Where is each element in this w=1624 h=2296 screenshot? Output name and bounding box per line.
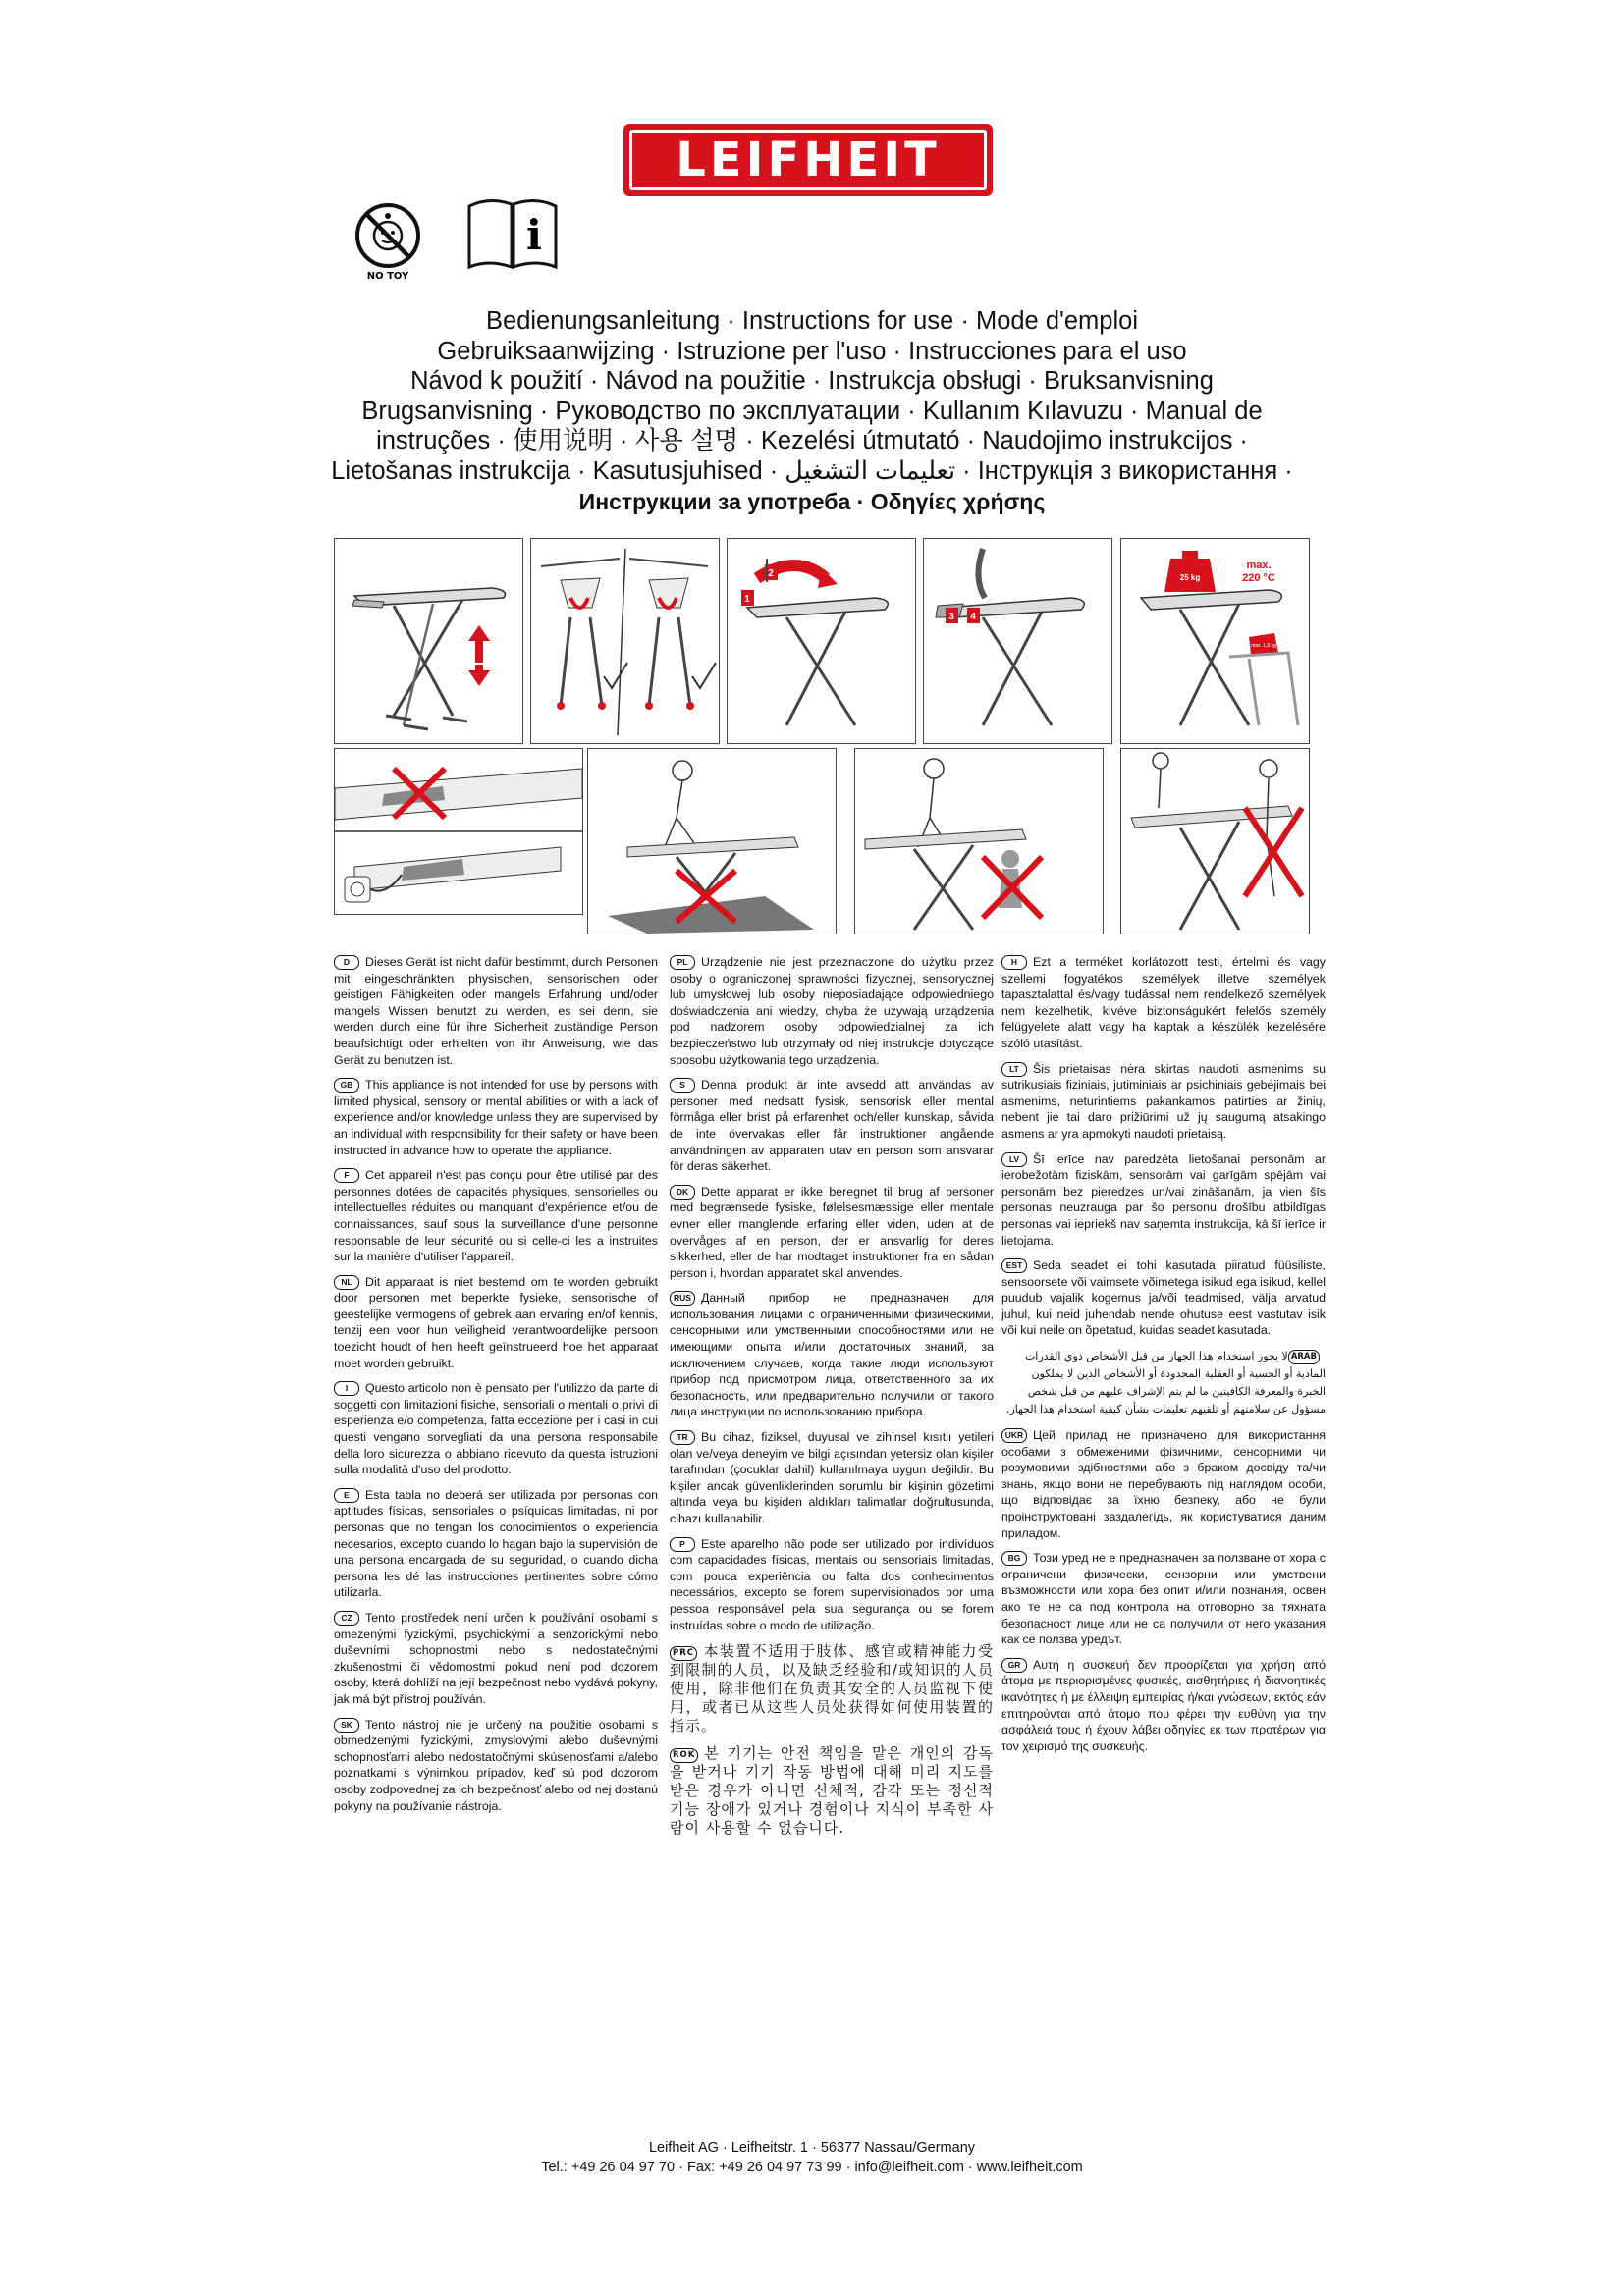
title-line: instruções · 使用说明 · 사용 설명 · Kezelési útmutató · Naudojimo instrukcijos · [376, 427, 1248, 455]
stand-max: max. 1,8 kg [1251, 643, 1276, 649]
warning-section-sk [334, 1717, 658, 1815]
language-badge: PL [670, 955, 695, 970]
step-label: 3 [948, 612, 954, 622]
warning-section-arab [1001, 1348, 1326, 1418]
warning-text: Seda seadet ei tohi kasutada piiratud füüsiliste, sensoorsete või vaimsete võimetega isikud ega isikud, kellel puudub vajalik kogemus ja/või teadmised, välja arvatud juhul, kui neid juhendab nende ohutuse eest vastutav isik või kui neile on õpetatud, kuidas seadet kasutada. [1001, 1258, 1326, 1338]
warning-text: Αυτή η συσκευή δεν προορίζεται για χρήση από άτομα με περιορισμένες φυσικές, αισθητήριες ή διανοητικές ικανότητες ή με έλλειψη εμπειρίας ή/και γνώσεων, εκτός εάν επιτηρούνται από άτομο που φέρει την ευθύνη για την ασφάλειά τους ή έχουν λάβει οδηγίες εκ των προτέρων για τον χειρισμό της συσκευής. [1001, 1657, 1326, 1753]
warning-text: Tento prostředek není určen k používání osobami s omezenými fyzickými, psychickými a senzorickými nebo duševními schopnostmi nebo s nedostatečnými zkušenostmi či vědomostmi pokud není pod dozorem osoby, která dohlíží na její bezpečnost nebo vydává pokyny, jak má být přístroj používán. [334, 1610, 658, 1706]
warning-section-lv [1001, 1151, 1326, 1250]
warning-text: Dette apparat er ikke beregnet til brug af personer med begrænsede fysiske, følelsesmæssige eller mentale evner eller manglende erfaring eller viden, uden at de overvåges af en person, der er ansvarlig for deres sikkerhed, eller de har modtaget instruktioner fra en sådan person i, hvordan apparatet skal anvendes. [670, 1184, 994, 1280]
no-toy-icon [352, 202, 424, 281]
warning-section-tr [670, 1429, 994, 1527]
language-badge: PRC [670, 1646, 697, 1661]
warning-text: Este aparelho não pode ser utilizado por indivíduos com capacidades físicas, mentais ou sensoriais limitadas, com pouca experiência ou falta dos conhecimentos necessários, excepto se forem supervisionados por uma pessoa responsável pela sua segurança ou se forem instruídas sobre o modo de utilização. [670, 1536, 994, 1632]
step-label: 2 [768, 568, 774, 579]
language-badge: RUS [670, 1291, 695, 1306]
warning-section-p [670, 1536, 994, 1634]
read-manual-icon [465, 194, 560, 271]
language-badge: S [670, 1078, 695, 1093]
warning-text: Šī ierīce nav paredzēta lietošanai personām ar ierobežotām fiziskām, sensorām vai garīgām spējām vai personām bez pieredzes un/vai zināšanām, ja vien šīs personas neuzrauga par šo personu drošību atbildīgas personas vai iepriekš nav saņemta instrukcija, kā šī ierīce ir lietojama. [1001, 1151, 1326, 1248]
warning-section-e [334, 1487, 658, 1601]
warning-section-cz [334, 1610, 658, 1708]
language-badge: ARAB [1288, 1350, 1320, 1364]
language-badge: EST [1001, 1258, 1027, 1273]
warning-text: Dieses Gerät ist nicht dafür bestimmt, durch Personen mit eingeschränkten physischen, sensorischen oder geistigen Fähigkeiten oder mangels Erfahrung und/oder mangels Wissen benutzt zu werden, es sei denn, sie werden durch eine für ihre Sicherheit zuständige Person beaufsichtigt oder erhielten von ihr Anweisung, wie das Gerät zu benutzen ist. [334, 955, 658, 1067]
warning-text: Bu cihaz, fiziksel, duyusal ve zihinsel kısıtlı yetileri olan ve/veya deneyim ve bilgi açısından yetersiz olan kişiler tarafından (çocuklar dahil) kullanılmaya uygun değildir. Bu kişiler ancak güvenliklerinden sorumlu bir kişinin gözetimi altında veya bu kişiden aldıkları talimatlar doğrultusunda, cihazı kullanabilir. [670, 1430, 994, 1525]
warning-section-pl [670, 954, 994, 1068]
language-badge: LT [1001, 1062, 1027, 1077]
warning-text: 본 기기는 안전 책임을 맡은 개인의 감독을 받거나 기기 작동 방법에 대해 미리 지도를 받은 경우가 아니면 신체적, 감각 또는 정신적 기능 장애가 있거나 경험이나 지식이 부족한 사람이 사용할 수 없습니다. [670, 1744, 994, 1838]
warning-text: Данный прибор не предназначен для использования лицами с ограниченными физическими, сенсорными или умственными способностями или не имеющими опыта и/или достаточных знаний, за исключением случаев, когда такие люди используют прибор под присмотром лица, ответственного за их безопасность, или предварительно получили от такого лица инструкции по использованию прибора. [670, 1291, 994, 1419]
language-badge: LV [1001, 1152, 1027, 1167]
up-down-arrow [468, 625, 490, 686]
title-line: Návod k použití · Návod na použitie · Instrukcja obsługi · Bruksanvisning [410, 367, 1214, 396]
title-line: Brugsanvisning · Руководство по эксплуатации · Kullanım Kılavuzu · Manual de [361, 397, 1263, 425]
warning-section-h [1001, 954, 1326, 1052]
title-line: Gebruiksaanwijzing · Istruzione per l'uso · Instrucciones para el uso [437, 337, 1187, 365]
footer [393, 2138, 1231, 2177]
illustration-no-cable-hazard [587, 748, 837, 934]
illustration-max-load [1120, 538, 1310, 744]
warning-section-gb [334, 1077, 658, 1158]
language-badge: F [334, 1168, 359, 1183]
warning-section-bg [1001, 1550, 1326, 1648]
warning-section-prc [670, 1642, 994, 1735]
title-line: Lietošanas instrukcija · Kasutusjuhised · تعليمات التشغيل · Інструкція з використання · [331, 456, 1293, 485]
illustration-height-adjust [334, 538, 523, 744]
warning-section-gr [1001, 1657, 1326, 1755]
warning-text: Šis prietaisas nėra skirtas naudoti asmenims su sutrikusiais fiziniais, jutiminiais ar psichiniais gebėjimais bei asmenims, neturintiems pakankamos patirties ar žinių, nebent jie tai daro prižiūrimi už jų saugumą atsakingo asmens ar yra apmokyti naudoti prietaisą. [1001, 1061, 1326, 1141]
language-badge: ROK [670, 1748, 698, 1763]
max-temp: 220 °C [1242, 572, 1275, 584]
language-badge: SK [334, 1718, 359, 1733]
language-badge: TR [670, 1430, 695, 1445]
language-badge: DK [670, 1185, 695, 1200]
language-badge: E [334, 1488, 359, 1503]
warning-section-f [334, 1167, 658, 1265]
brand-name: LEIFHEIT [676, 133, 941, 187]
warning-section-ukr [1001, 1427, 1326, 1541]
language-badge: NL [334, 1275, 359, 1290]
language-badge: H [1001, 955, 1027, 970]
warning-text: Dit apparaat is niet bestemd om te worden gebruikt door personen met beperkte fysieke, sensorische of geestelijke vermogens of gebrek aan ervaring en/of kennis, tenzij een voor hun veiligheid verantwoordelijke persoon toezicht houdt of hen heeft geïnstrueerd hoe het apparaat moet worden gebruikt. [334, 1274, 658, 1370]
language-badge: UKR [1001, 1428, 1027, 1443]
title-block [324, 306, 1300, 516]
warning-section-lt [1001, 1061, 1326, 1143]
illustration-no-iron-on-board [334, 748, 583, 915]
max-weight: 25 kg [1179, 573, 1201, 582]
language-badge: GB [334, 1078, 359, 1093]
leifheit-logo [623, 124, 993, 196]
warning-text: 本装置不适用于肢体、感官或精神能力受到限制的人员，以及缺乏经验和/或知识的人员使用，除非他们在负责其安全的人员监视下使用，或者已从这些人员处获得如何使用装置的指示。 [670, 1642, 994, 1735]
language-badge: I [334, 1381, 359, 1396]
warning-section-nl [334, 1274, 658, 1372]
footer-address: Leifheit AG · Leifheitstr. 1 · 56377 Nassau/Germany [648, 2140, 976, 2156]
illustration-no-children [854, 748, 1104, 934]
language-badge: BG [1001, 1551, 1027, 1566]
column-middle [670, 954, 994, 1846]
language-badge: CZ [334, 1611, 359, 1626]
illustration-open-board [727, 538, 916, 744]
warning-text: Cet appareil n'est pas conçu pour être utilisé par des personnes dotées de capacités physiques, sensorielles ou intellectuelles réduites ou manquant d'expérience et/ou de connaissances, sauf sous la surveillance d'une personne responsable de leur sécurité ou si celle-ci les a instruites sur la manière d'utiliser l'appareil. [334, 1168, 658, 1264]
illustration-iron-rest [923, 538, 1112, 744]
warning-text: This appliance is not intended for use by persons with limited physical, sensory or mental abilities or with a lack of experience and/or knowledge unless they are supervised by an individual with responsibility for their safety or have been instructed in advance how to operate the appliance. [334, 1078, 658, 1157]
warning-text: Tento nástroj nie je určený na použitie osobami s obmedzenými fyzickými, zmyslovými alebo duševnými schopnosťami alebo nedostatočnými skúsenosťami a/alebo poznatkami s výnimkou prípadov, keď sú pod dozorom osoby zodpovednej za ich bezpečnosť alebo od nej dostanú pokyny na používanie nástroja. [334, 1717, 658, 1813]
warning-text: Цей прилад не призначено для використання особами з обмеженими фізичними, сенсорними чи розумовими здібностями або з браком досвіду та/чи знань, якщо вони не перебувають під наглядом особи, що відповідає за їхню безпеку, або не були проінструктовані заздалегідь, як користуватися даним приладом. [1001, 1428, 1326, 1540]
step-label: 1 [744, 594, 750, 605]
manual-icon-letter: i [526, 211, 542, 259]
footer-contact: Tel.: +49 26 04 97 70 · Fax: +49 26 04 97 73 99 · info@leifheit.com · www.leifheit.com [541, 2160, 1083, 2175]
column-left [334, 954, 658, 1823]
warning-text: Denna produkt är inte avsedd att användas av personer med nedsatt fysisk, sensorisk eller mental förmåga eller brist på erfarenhet och/eller kunskap, såvida de inte övervakas eller får instruktioner angående användningen av apparaten utav en person som ansvarar för deras säkerhet. [670, 1078, 994, 1174]
warning-section-d [334, 954, 658, 1068]
warning-text: لا يجوز استخدام هذا الجهاز من قبل الأشخاص ذوي القدرات المادية أو الحسية أو العقلية المحدودة أو الأشخاص الذين لا يملكون الخبرة والمعرفة الكافيتين ما لم يتم الإشراف عليهم من قبل شخص مسؤول عن سلامتهم أو تلقيهم تعليمات بشأن كيفية استخدام هذا الجهاز. [1005, 1350, 1326, 1416]
warning-section-rus [670, 1290, 994, 1420]
warning-text: Ezt a terméket korlátozott testi, értelmi és vagy szellemi fogyatékos személyek illetve személyek tapasztalattal és/vagy tudással nem rendelkező személyek nem kezelhetik, kivéve biztonságukért felelős személy felügyelete alatt vagy ha kaptak a készülék kezelésére szóló utasítást. [1001, 955, 1326, 1050]
warning-section-est [1001, 1257, 1326, 1339]
warning-text: Urządzenie nie jest przeznaczone do użytku przez osoby o ograniczonej sprawności fizycznej, sensorycznej lub umysłowej lub osoby nieposiadające odpowiedniego doświadczenia ani wiedzy, chyba że używają urządzenia pod nadzorem osoby odpowiedzialnej za ich bezpieczeństwo lub otrzymały od niej instrukcje dotyczące sposobu użytkowania tego urządzenia. [670, 955, 994, 1067]
max-label: max. [1246, 560, 1272, 571]
step-label: 4 [970, 612, 976, 622]
no-toy-label: NO TOY [366, 271, 409, 281]
illustration-lock-mechanism [530, 538, 720, 744]
language-badge: P [670, 1537, 695, 1552]
warning-section-s [670, 1077, 994, 1175]
warning-section-dk [670, 1184, 994, 1282]
title-line: Bedienungsanleitung · Instructions for use · Mode d'emploi [486, 307, 1138, 335]
warning-text: Questo articolo non è pensato per l'utilizzo da parte di soggetti con limitazioni fisiche, sensoriali o mentali o privi di esperienza e/o competenza, fatta eccezione per i casi in cui questi vengano sorvegliati da una persona responsabile della loro sicurezza o abbiano ricevuto da questa istruzioni sulla modalità d'uso del prodotto. [334, 1381, 658, 1477]
warning-section-i [334, 1380, 658, 1478]
warning-text: Esta tabla no deberá ser utilizada por personas con aptitudes físicas, sensoriales o psíquicas limitadas, ni por personas que no tengan los conocimientos o experiencia necesarios, excepto cuando lo hagan bajo la supervisión de una persona encargada de su seguridad, o cuando dicha persona les dé las instrucciones pertinentes sobre cómo utilizarla. [334, 1487, 658, 1600]
illustration-no-sitting [1120, 748, 1310, 934]
title-line: Инструкции за употреба · Οδηγίες χρήσης [578, 488, 1046, 514]
warning-section-rok [670, 1744, 994, 1838]
warning-text: Този уред не е предназначен за ползване от хора с ограничени физически, сензорни или умствени възможности или хора без опит и/или познания, освен ако те не са под контрола на отговорно за тяхната безопасност лице или не са получили от него указания как се ползва уредът. [1001, 1551, 1326, 1647]
language-badge: GR [1001, 1658, 1027, 1673]
language-badge: D [334, 955, 359, 970]
column-right [1001, 954, 1326, 1763]
